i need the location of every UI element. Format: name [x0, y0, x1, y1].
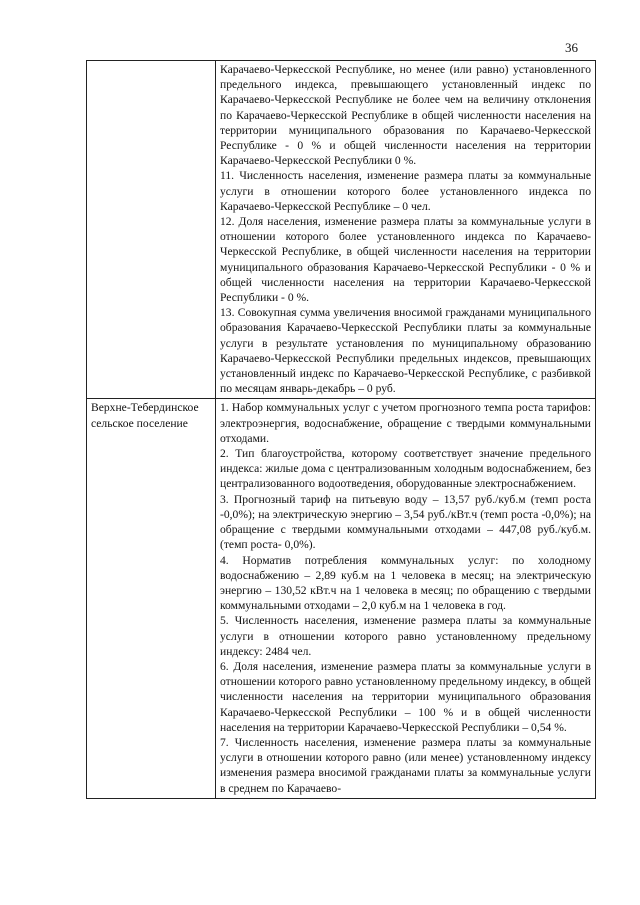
- indicator-paragraph: 11. Численность населения, изменение размера платы за коммунальные услуги в отношении которого более установленного индекса по Карачаево-Черкесской Республике – 0 чел.: [220, 169, 591, 213]
- indicator-paragraph: 2. Тип благоустройства, которому соответствует значение предельного индекса: жилые дома с централизованным холодным водоснабжением, без централизованного водоотведения, оборудованные электроснабжением.: [220, 447, 591, 491]
- indicator-paragraph: 1. Набор коммунальных услуг с учетом прогнозного темпа роста тарифов: электроэнергия, водоснабжение, обращение с твердыми коммунальными отходами.: [220, 401, 591, 445]
- indicator-paragraph: 6. Доля населения, изменение размера платы за коммунальные услуги в отношении которого равно установленному предельному индексу, в общей численности населения на территории муниципального образования Карачаево-Черкесской Республики – 100 % и в общей численности населения на территории Карачаево-Черкесской Республики – 0,54 %.: [220, 659, 591, 734]
- page-number: 36: [565, 40, 578, 55]
- municipality-cell: [87, 61, 216, 399]
- indicators-cell: [216, 61, 596, 399]
- indicator-paragraph: 5. Численность населения, изменение размера платы за коммунальные услуги в отношении которого равно установленному предельному индексу: 2484 чел.: [220, 614, 591, 658]
- indicator-paragraph: 3. Прогнозный тариф на питьевую воду – 13,57 руб./куб.м (темп роста -0,0%); на электрическую энергию – 3,54 руб./кВт.ч (темп роста -0,0%); на обращение с твердыми коммунальными отходами – 447,08 руб./куб.м. (темп роста- 0,0%).: [220, 492, 591, 552]
- indicator-paragraph: Карачаево-Черкесской Республике, но менее (или равно) установленного предельного индекса, превышающего установленный индекс по Карачаево-Черкесской Республике не более чем на величину отклонения по Карачаево-Черкесской Республике в общей численности населения на территории муниципального образования по Карачаево-Черкесской Республике - 0 % и общей численности населения на территории Карачаево-Черкесской Республики 0 %.: [220, 63, 591, 168]
- indicator-paragraph: 12. Доля населения, изменение размера платы за коммунальные услуги в отношении которого более установленного индекса по Карачаево-Черкесской Республике, в общей численности населения на территории муниципального образования Карачаево-Черкесской Республики - 0 % и общей численности населения на территории Карачаево-Черкесской Республики - 0 %.: [220, 215, 591, 305]
- municipality-name: Верхне-Тебердинское сельское поселение: [91, 401, 199, 430]
- indicators-cell: [216, 399, 596, 798]
- table-row: [87, 399, 596, 798]
- table-row: [87, 61, 596, 399]
- indicator-paragraph: 13. Совокупная сумма увеличения вносимой гражданами муниципального образования Карачаево-Черкесской Республики платы за коммунальные услуги в результате установления по муниципальному образованию Карачаево-Черкесской Республики предельных индексов, превышающих установленный индекс по Карачаево-Черкесской Республике, с разбивкой по месяцам январь-декабрь – 0 руб.: [220, 306, 591, 396]
- municipality-cell: [87, 399, 216, 798]
- indicator-paragraph: 7. Численность населения, изменение размера платы за коммунальные услуги в отношении которого равно (или менее) установленному индексу изменения размера вносимой гражданами платы за коммунальные услуги в среднем по Карачаево-: [220, 735, 591, 795]
- indicator-paragraph: 4. Норматив потребления коммунальных услуг: по холодному водоснабжению – 2,89 куб.м на 1 человека в месяц; на электрическую энергию – 130,52 кВт.ч на 1 человека в месяц; по обращению с твердыми коммунальными отходами – 2,0 куб.м на 1 человека в год.: [220, 553, 591, 613]
- document-table: [86, 60, 596, 799]
